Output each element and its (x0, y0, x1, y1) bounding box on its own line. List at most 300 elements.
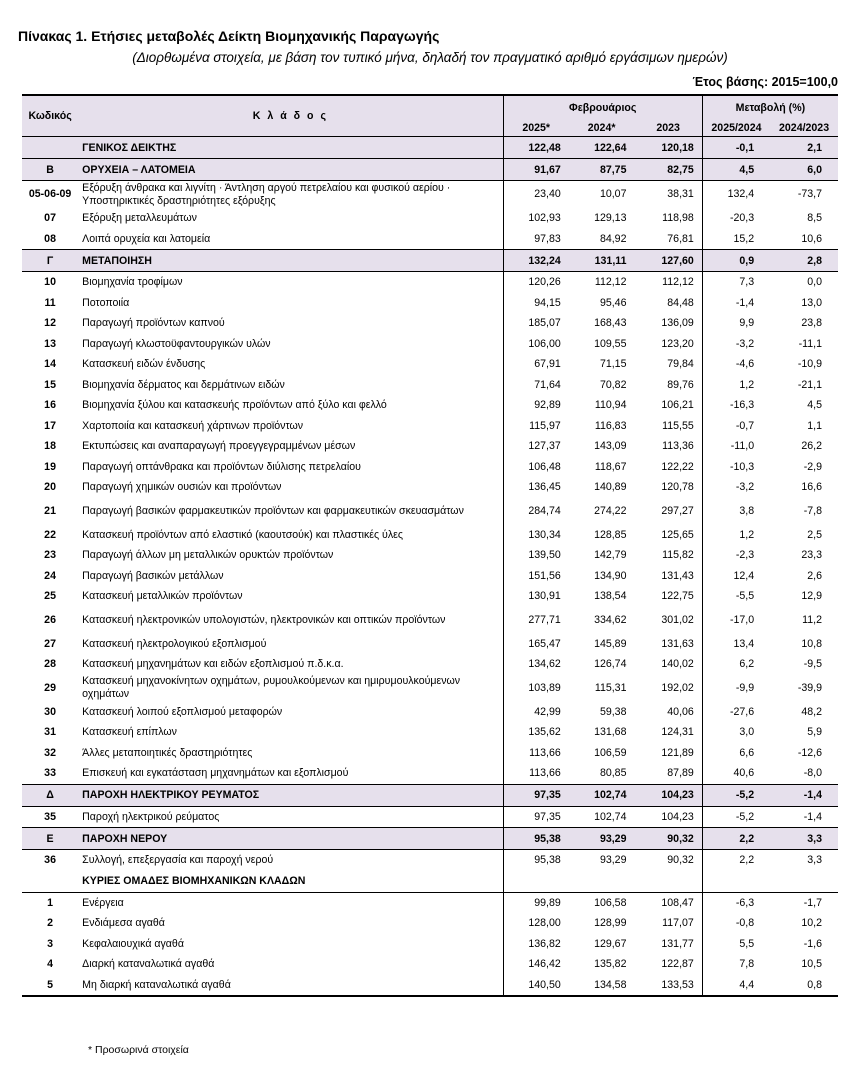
change-2025-2024: 6,2 (702, 654, 770, 675)
value-2024: 131,68 (594, 726, 627, 739)
value-2023 (634, 871, 702, 893)
change-2025-2024: 40,6 (702, 763, 770, 784)
change-2024-2023: 2,8 (770, 250, 838, 272)
row-sector-name: Διαρκή καταναλωτικά αγαθά (82, 958, 215, 971)
header-month: Φεβρουάριος (503, 95, 702, 120)
table-row (22, 313, 838, 334)
value-2025 (503, 871, 569, 893)
value-2024: 106,58 (594, 896, 627, 909)
value-2023: 79,84 (667, 358, 694, 371)
row-code: 11 (44, 296, 56, 309)
header-year-2024: 2024* (569, 120, 635, 137)
row-code: 28 (44, 658, 56, 671)
row-sector-name: Παραγωγή οπτάνθρακα και προϊόντων διύλισης πετρελαίου (82, 460, 361, 473)
row-sector-name: Παραγωγή κλωστοϋφαντουργικών υλών (82, 337, 271, 350)
value-2023: 131,43 (661, 569, 694, 582)
value-2023: 124,31 (661, 726, 694, 739)
table-body (22, 137, 838, 997)
value-2023: 113,36 (662, 440, 694, 453)
row-code: Γ (22, 250, 78, 272)
value-2025: 23,40 (503, 181, 569, 209)
change-2025-2024: -4,6 (702, 354, 770, 375)
value-2024: 145,89 (594, 637, 627, 650)
change-2024-2023: 11,2 (802, 613, 822, 626)
row-sector-name: ΟΡΥΧΕΙΑ – ΛΑΤΟΜΕΙΑ (78, 159, 503, 181)
change-2025-2024: -11,0 (702, 436, 770, 457)
change-2024-2023: 2,6 (807, 569, 822, 582)
change-2024-2023: 3,3 (807, 854, 822, 867)
row-code: 07 (44, 212, 56, 225)
table-row (22, 334, 838, 355)
value-2024: 142,79 (594, 549, 627, 562)
table-row (22, 416, 838, 437)
row-sector-name: Κατασκευή μηχανημάτων και ειδών εξοπλισμού π.δ.κ.α. (82, 658, 344, 671)
row-code: 15 (44, 378, 56, 391)
value-2023: 40,06 (667, 705, 694, 718)
change-2025-2024: -6,3 (702, 892, 770, 913)
table-row (22, 654, 838, 675)
row-code: 22 (44, 528, 56, 541)
value-2023: 117,07 (662, 917, 694, 930)
row-sector-name: Ενδιάμεσα αγαθά (82, 917, 165, 930)
table-row (22, 208, 838, 229)
row-code: 21 (44, 504, 56, 517)
table-row (22, 763, 838, 784)
row-sector-name: ΓΕΝΙΚΟΣ ΔΕΙΚΤΗΣ (78, 137, 503, 159)
change-2024-2023: 8,5 (807, 212, 822, 225)
row-code: 17 (44, 419, 56, 432)
row-sector-name: Μη διαρκή καταναλωτικά αγαθά (78, 975, 503, 997)
row-code: B (22, 159, 78, 181)
row-sector-name: ΠΑΡΟΧΗ ΗΛΕΚΤΡΙΚΟΥ ΡΕΥΜΑΤΟΣ (78, 784, 503, 806)
value-2024: 116,83 (594, 419, 627, 432)
value-2024: 102,74 (594, 810, 627, 823)
table-row (22, 354, 838, 375)
change-2025-2024: -1,4 (702, 293, 770, 314)
table-row (22, 934, 838, 955)
table-row (22, 675, 838, 702)
change-2024-2023: 0,0 (807, 276, 822, 289)
value-2023: 122,22 (661, 460, 694, 473)
value-2024: 59,38 (599, 705, 627, 718)
row-sector-name: Ποτοποιία (82, 296, 130, 309)
value-2025: 284,74 (503, 498, 569, 525)
row-sector-name: Κατασκευή ειδών ένδυσης (82, 358, 206, 371)
change-2024-2023: 3,3 (770, 828, 838, 850)
value-2024: 84,92 (599, 232, 627, 245)
value-2023: 127,60 (634, 250, 702, 272)
row-code: 31 (44, 726, 56, 739)
change-2025-2024: 132,4 (702, 181, 770, 209)
row-sector-name: Παραγωγή άλλων μη μεταλλικών ορυκτών προϊόντων (82, 549, 334, 562)
value-2024: 70,82 (599, 378, 627, 391)
change-2025-2024: 9,9 (702, 313, 770, 334)
value-2024: 115,31 (594, 681, 627, 694)
header-year-2023: 2023 (634, 120, 702, 137)
value-2025: 135,62 (503, 722, 569, 743)
table-row (22, 743, 838, 764)
table-row (22, 525, 838, 546)
value-2024: 126,74 (594, 658, 627, 671)
value-2025: 92,89 (503, 395, 569, 416)
change-2024-2023: 23,3 (801, 549, 822, 562)
row-code: 05-06-09 (28, 188, 72, 200)
row-code: 14 (44, 358, 56, 371)
value-2025: 99,89 (503, 892, 569, 913)
change-2025-2024: 7,8 (702, 954, 770, 975)
value-2023: 120,78 (661, 481, 694, 494)
change-2025-2024: 5,5 (702, 934, 770, 955)
value-2024: 109,55 (594, 337, 627, 350)
row-sector-name: Επισκευή και εγκατάσταση μηχανημάτων και εξοπλισμού (82, 767, 349, 780)
value-2025: 91,67 (503, 159, 569, 181)
row-code: 10 (44, 276, 56, 289)
change-2025-2024: -5,2 (702, 784, 770, 806)
change-2025-2024: -0,8 (702, 913, 770, 934)
value-2024: 131,11 (569, 250, 635, 272)
row-code: 3 (47, 937, 54, 950)
row-sector-name: Άλλες μεταποιητικές δραστηριότητες (82, 746, 253, 759)
change-2024-2023: 1,1 (807, 419, 822, 432)
value-2023: 192,02 (661, 681, 694, 694)
change-2025-2024: 2,2 (702, 828, 770, 850)
change-2024-2023: 4,5 (807, 399, 822, 412)
row-code: 20 (44, 481, 56, 494)
change-2025-2024: -0,7 (702, 416, 770, 437)
row-code (22, 871, 78, 893)
row-sector-name: Εξόρυξη άνθρακα και λιγνίτη · Άντληση αργού πετρελαίου και φυσικού αερίου · Υποστηρικτικές δραστηριότητες εξόρυξης (82, 181, 451, 207)
row-code: 16 (44, 399, 56, 412)
table-row (22, 293, 838, 314)
value-2023: 297,27 (661, 504, 694, 517)
value-2025: 185,07 (503, 313, 569, 334)
change-2025-2024: -10,3 (702, 457, 770, 478)
value-2025: 95,38 (503, 828, 569, 850)
table-row (22, 272, 838, 293)
value-2024: 168,43 (594, 317, 627, 330)
change-2024-2023: -73,7 (797, 188, 822, 200)
value-2024: 129,13 (594, 212, 627, 225)
change-2025-2024: -20,3 (702, 208, 770, 229)
value-2025: 140,50 (503, 975, 569, 997)
value-2023: 84,48 (667, 296, 694, 309)
value-2025: 97,83 (503, 229, 569, 250)
change-2025-2024: 3,0 (702, 722, 770, 743)
row-sector-name: Συλλογή, επεξεργασία και παροχή νερού (82, 854, 274, 867)
row-sector-name: Εκτυπώσεις και αναπαραγωγή προεγγεγραμμένων μέσων (82, 440, 356, 453)
table-row (22, 913, 838, 934)
row-sector-name: Κατασκευή προϊόντων από ελαστικό (καουτσούκ) και πλαστικές ύλες (82, 528, 403, 541)
value-2024: 135,82 (594, 958, 627, 971)
row-code: 12 (44, 317, 56, 330)
value-2025: 67,91 (503, 354, 569, 375)
table-row (22, 871, 838, 893)
value-2024: 129,67 (594, 937, 627, 950)
value-2023: 89,76 (667, 378, 694, 391)
table-row (22, 975, 838, 997)
table-row (22, 229, 838, 250)
table-row (22, 436, 838, 457)
row-sector-name: ΚΥΡΙΕΣ ΟΜΑΔΕΣ ΒΙΟΜΗΧΑΝΙΚΩΝ ΚΛΑΔΩΝ (78, 871, 503, 893)
change-2024-2023: 26,2 (801, 440, 822, 453)
footnote: * Προσωρινά στοιχεία (88, 1044, 189, 1056)
value-2024: 112,12 (594, 276, 627, 289)
row-sector-name: Εξόρυξη μεταλλευμάτων (82, 212, 197, 225)
value-2024: 140,89 (594, 481, 627, 494)
table-row (22, 586, 838, 607)
change-2025-2024: -17,0 (702, 607, 770, 634)
row-sector-name: Κατασκευή ηλεκτρολογικού εξοπλισμού (82, 637, 267, 650)
value-2024 (569, 871, 635, 893)
row-code: 29 (44, 681, 56, 694)
change-2024-2023: -10,9 (797, 358, 822, 371)
value-2023: 122,87 (661, 958, 694, 971)
value-2023: 76,81 (667, 232, 694, 245)
value-2024: 71,15 (599, 358, 627, 371)
value-2024: 138,54 (594, 590, 627, 603)
change-2024-2023: -39,9 (797, 681, 822, 694)
change-2025-2024 (702, 871, 770, 893)
change-2024-2023: -2,9 (803, 460, 822, 473)
row-code: 5 (22, 975, 78, 997)
row-sector-name: ΜΕΤΑΠΟΙΗΣΗ (78, 250, 503, 272)
change-2025-2024: -5,2 (702, 806, 770, 828)
value-2023: 122,75 (661, 590, 694, 603)
row-code: 35 (44, 810, 56, 823)
change-2025-2024: 1,2 (702, 375, 770, 396)
table-row (22, 784, 838, 806)
value-2023: 136,09 (661, 317, 694, 330)
change-2024-2023: -9,5 (803, 658, 822, 671)
value-2025: 127,37 (503, 436, 569, 457)
value-2023: 301,02 (661, 613, 694, 626)
row-sector-name: Λοιπά ορυχεία και λατομεία (82, 232, 211, 245)
row-code (22, 137, 78, 159)
change-2024-2023: 10,5 (801, 958, 822, 971)
row-code: 33 (44, 767, 56, 780)
change-2025-2024: -5,5 (702, 586, 770, 607)
row-sector-name: Παραγωγή προϊόντων καπνού (82, 317, 225, 330)
change-2025-2024: -16,3 (702, 395, 770, 416)
value-2024: 334,62 (594, 613, 627, 626)
row-sector-name: ΠΑΡΟΧΗ ΝΕΡΟΥ (78, 828, 503, 850)
change-2025-2024: 4,4 (702, 975, 770, 997)
change-2024-2023: 10,2 (801, 917, 822, 930)
header-year-2025: 2025* (503, 120, 569, 137)
value-2025: 42,99 (503, 702, 569, 723)
row-code: 18 (44, 440, 56, 453)
change-2024-2023: 48,2 (801, 705, 822, 718)
change-2024-2023: -11,1 (798, 337, 822, 350)
value-2024: 134,90 (594, 569, 627, 582)
row-code: 27 (44, 637, 56, 650)
change-2024-2023: 2,5 (807, 528, 822, 541)
value-2024: 10,07 (599, 188, 627, 200)
value-2023: 90,32 (634, 828, 702, 850)
value-2024: 95,46 (599, 296, 627, 309)
value-2023: 104,23 (634, 784, 702, 806)
value-2023: 112,12 (662, 276, 694, 289)
table-row (22, 498, 838, 525)
change-2025-2024: -0,1 (702, 137, 770, 159)
row-code: 24 (44, 569, 56, 582)
change-2024-2023: -1,7 (803, 896, 822, 909)
value-2023: 131,63 (661, 637, 694, 650)
value-2023: 108,47 (661, 896, 694, 909)
change-2024-2023: 13,0 (801, 296, 822, 309)
row-sector-name: Κατασκευή μηχανοκίνητων οχημάτων, ρυμουλκούμενων και ημιρυμουλκούμενων οχημάτων (82, 675, 461, 700)
change-2025-2024: 2,2 (702, 850, 770, 871)
value-2023: 121,89 (661, 746, 694, 759)
value-2023: 115,55 (662, 419, 694, 432)
row-sector-name: Κατασκευή μεταλλικών προϊόντων (82, 590, 243, 603)
value-2025: 130,91 (503, 586, 569, 607)
value-2024: 93,29 (599, 854, 627, 867)
table-row (22, 566, 838, 587)
change-2025-2024: 7,3 (702, 272, 770, 293)
row-code: 08 (44, 232, 56, 245)
base-year-note: Έτος βάσης: 2015=100,0 (692, 75, 838, 89)
change-2025-2024: -3,2 (702, 334, 770, 355)
value-2025: 130,34 (503, 525, 569, 546)
value-2025: 106,00 (503, 334, 569, 355)
value-2025: 151,56 (503, 566, 569, 587)
row-sector-name: Ενέργεια (82, 896, 124, 909)
table-row (22, 477, 838, 498)
table-row (22, 395, 838, 416)
table-row (22, 892, 838, 913)
value-2024: 134,58 (569, 975, 635, 997)
value-2025: 139,50 (503, 545, 569, 566)
row-code: 1 (47, 896, 54, 909)
row-sector-name: Κατασκευή ηλεκτρονικών υπολογιστών, ηλεκτρονικών και οπτικών προϊόντων (82, 613, 446, 626)
table-row (22, 634, 838, 655)
header-change-2025-2024: 2025/2024 (702, 120, 770, 137)
value-2025: 71,64 (503, 375, 569, 396)
table-row (22, 806, 838, 828)
value-2024: 274,22 (594, 504, 627, 517)
table-row (22, 375, 838, 396)
change-2025-2024: 3,8 (702, 498, 770, 525)
row-sector-name: Κεφαλαιουχικά αγαθά (82, 937, 184, 950)
change-2024-2023: 10,8 (801, 637, 822, 650)
change-2025-2024: -27,6 (702, 702, 770, 723)
change-2024-2023: 2,1 (770, 137, 838, 159)
change-2024-2023: 0,8 (770, 975, 838, 997)
change-2024-2023: 6,0 (770, 159, 838, 181)
table-row (22, 702, 838, 723)
row-sector-name: Βιομηχανία δέρματος και δερμάτινων ειδών (82, 378, 285, 391)
row-code: 36 (44, 854, 56, 867)
value-2024: 80,85 (599, 767, 627, 780)
change-2025-2024: -9,9 (702, 675, 770, 702)
table-row (22, 607, 838, 634)
table-row (22, 250, 838, 272)
header-change-2024-2023: 2024/2023 (770, 120, 838, 137)
change-2025-2024: -3,2 (702, 477, 770, 498)
change-2024-2023: 10,6 (801, 232, 822, 245)
value-2025: 94,15 (503, 293, 569, 314)
change-2024-2023: 5,9 (807, 726, 822, 739)
row-sector-name: Παροχή ηλεκτρικού ρεύματος (82, 810, 220, 823)
table-row (22, 457, 838, 478)
value-2023: 123,20 (661, 337, 694, 350)
value-2023: 90,32 (667, 854, 694, 867)
value-2024: 93,29 (569, 828, 635, 850)
table-row (22, 545, 838, 566)
row-code: Δ (22, 784, 78, 806)
value-2023: 131,77 (661, 937, 694, 950)
row-code: 2 (47, 917, 54, 930)
value-2023: 115,82 (662, 549, 694, 562)
value-2024: 143,09 (594, 440, 627, 453)
value-2024: 87,75 (569, 159, 635, 181)
row-code: 25 (44, 590, 56, 603)
value-2025: 134,62 (503, 654, 569, 675)
value-2023: 120,18 (634, 137, 702, 159)
value-2025: 136,45 (503, 477, 569, 498)
row-code: 30 (44, 705, 56, 718)
value-2025: 95,38 (503, 850, 569, 871)
value-2023: 125,65 (661, 528, 694, 541)
table-row (22, 181, 838, 209)
change-2025-2024: 12,4 (702, 566, 770, 587)
change-2025-2024: 4,5 (702, 159, 770, 181)
value-2024: 118,67 (594, 460, 627, 473)
value-2023: 82,75 (634, 159, 702, 181)
table-row (22, 722, 838, 743)
change-2025-2024: 13,4 (702, 634, 770, 655)
row-code: 13 (44, 337, 56, 350)
row-sector-name: Παραγωγή βασικών μετάλλων (82, 569, 224, 582)
change-2024-2023: -12,6 (797, 746, 822, 759)
change-2025-2024: 0,9 (702, 250, 770, 272)
value-2025: 128,00 (503, 913, 569, 934)
value-2025: 165,47 (503, 634, 569, 655)
row-sector-name: Βιομηχανία τροφίμων (82, 276, 183, 289)
value-2025: 120,26 (503, 272, 569, 293)
table-row (22, 954, 838, 975)
value-2023: 38,31 (667, 188, 694, 200)
header-sector: Κ λ ά δ ο ς (78, 95, 503, 137)
row-sector-name: Παραγωγή βασικών φαρμακευτικών προϊόντων και φαρμακευτικών σκευασμάτων (82, 504, 464, 517)
change-2024-2023: 23,8 (801, 317, 822, 330)
value-2025: 277,71 (503, 607, 569, 634)
value-2023: 133,53 (634, 975, 702, 997)
value-2025: 132,24 (503, 250, 569, 272)
value-2025: 113,66 (503, 743, 569, 764)
table-row (22, 159, 838, 181)
row-sector-name: Βιομηχανία ξύλου και κατασκευής προϊόντων από ξύλο και φελλό (82, 399, 387, 412)
value-2025: 115,97 (503, 416, 569, 437)
change-2024-2023 (770, 871, 838, 893)
table-row (22, 850, 838, 871)
row-sector-name: Κατασκευή λοιπού εξοπλισμού μεταφορών (82, 705, 283, 718)
header-change: Μεταβολή (%) (702, 95, 838, 120)
value-2025: 97,35 (503, 806, 569, 828)
row-sector-name: Χαρτοποιία και κατασκευή χάρτινων προϊόντων (82, 419, 304, 432)
row-sector-name: Παραγωγή χημικών ουσιών και προϊόντων (82, 481, 282, 494)
change-2025-2024: -2,3 (702, 545, 770, 566)
value-2025: 136,82 (503, 934, 569, 955)
value-2025: 103,89 (503, 675, 569, 702)
change-2025-2024: 1,2 (702, 525, 770, 546)
change-2024-2023: -1,4 (770, 784, 838, 806)
value-2024: 110,94 (594, 399, 627, 412)
value-2024: 128,85 (594, 528, 627, 541)
row-code: 32 (44, 746, 56, 759)
table-row (22, 828, 838, 850)
